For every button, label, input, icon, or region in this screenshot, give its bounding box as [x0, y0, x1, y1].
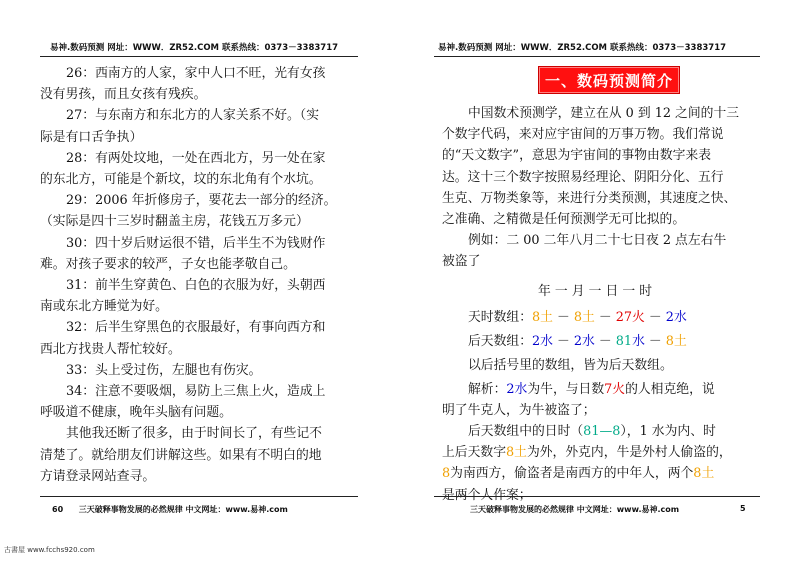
- section-title-box: [538, 66, 680, 94]
- text-segment: －: [594, 333, 616, 349]
- left-paragraph-line: 34：注意不要吸烟，易防上三焦上火，造成上: [66, 384, 326, 399]
- analysis-line: [468, 422, 716, 442]
- right-footer: [470, 504, 679, 515]
- left-paragraph-line: 26：西南方的人家，家中人口不旺，光有女孩: [66, 66, 326, 81]
- text-segment: 上后天数字: [442, 445, 506, 461]
- left-paragraph-line: 呼吸道不健康，晚年头脑有问题。: [40, 405, 232, 421]
- text-segment: 2水: [531, 333, 553, 349]
- text-segment: －: [644, 309, 666, 325]
- intro-line: 生克、万物类象等，来进行分类预测，其速度之快、: [442, 190, 737, 206]
- text-segment: 的人相克绝，说: [625, 381, 715, 397]
- text-segment: 81—8: [583, 424, 621, 439]
- example-line: 被盗了: [442, 254, 481, 270]
- text-segment: 后天数组中的日时（: [468, 424, 584, 439]
- site-watermark: 古書屋 www.fcchs920.com: [4, 546, 95, 554]
- left-footer-text: 三天破释事物发展的必然规律 中文网址：www.易神.com: [78, 505, 288, 514]
- text-segment: 为牛，与日数: [527, 381, 605, 397]
- left-paragraph-line: 南或东北方睡觉为好。: [40, 299, 168, 315]
- analysis-line: [468, 380, 715, 400]
- intro-line: 个数字代码，来对应宇宙间的万事万物。我们常说: [442, 127, 724, 143]
- left-paragraph-line: 29：2006 年折修房子，要花去一部分的经济。: [66, 193, 337, 209]
- right-footer-text: 三天破释事物发展的必然规律 中文网址：www.易神.com: [470, 505, 680, 514]
- intro-line: 中国数术预测学，建立在从 0 到 12 之间的十三: [468, 106, 740, 121]
- text-segment: －: [594, 309, 616, 325]
- left-paragraph-line: 33：头上受过伤，左腿也有伤灾。: [66, 362, 262, 378]
- left-paragraph-line: 方请登录网站查寻。: [40, 468, 156, 484]
- text-segment: 8土: [531, 309, 553, 325]
- left-paragraph-line: 没有男孩，而且女孩有残疾。: [40, 87, 207, 103]
- right-header: 易神.数码预测 网址：WWW．ZR52.COM 联系热线：0373－3383717: [438, 43, 727, 53]
- left-paragraph-line: 难。对孩子要求的较严，子女也能孝敬自己。: [40, 256, 296, 272]
- left-paragraph-line: 30：四十岁后财运很不错，后半生不为钱财作: [66, 235, 326, 251]
- left-paragraph-line: 际是有口舌争执）: [40, 129, 143, 145]
- text-segment: 8土: [505, 445, 527, 461]
- left-header: 易神.数码预测 网址：WWW．ZR52.COM 联系热线：0373－3383717: [50, 43, 339, 53]
- right-page-number: 5: [740, 504, 746, 513]
- left-paragraph-line: （实际是四十三岁时翻盖主房，花钱五万多元）: [40, 214, 309, 230]
- left-paragraph-line: 清楚了。就给朋友们讲解这些。如果有不明白的地: [40, 447, 322, 463]
- text-segment: 2水: [665, 309, 687, 325]
- left-paragraph-line: 28：有两处坟地，一处在西北方，另一处在家: [66, 150, 326, 166]
- text-segment: 8: [442, 466, 451, 482]
- text-segment: －: [644, 333, 666, 349]
- column-header: 年 一 月 一 日 一 时: [538, 283, 652, 299]
- left-header-rule: [40, 56, 358, 57]
- text-segment: 81: [615, 333, 633, 349]
- section-title: 一、数码预测简介: [544, 72, 673, 90]
- left-footer: [52, 504, 288, 515]
- text-segment: －: [552, 333, 574, 349]
- left-paragraph-line: 的东北方，可能是个新坟，坟的东北角有个水坑。: [40, 172, 322, 187]
- left-paragraph-line: 32：后半生穿黑色的衣服最好，有事向西方和: [66, 320, 326, 336]
- analysis-line: [442, 464, 714, 484]
- text-segment: 2水: [506, 381, 528, 397]
- text-segment: ），1 水为内、时: [620, 424, 716, 439]
- left-page: [38, 0, 353, 520]
- text-segment: 27火: [615, 309, 645, 325]
- intro-line: 之准确、之精微是任何预测学无可比拟的。: [442, 212, 686, 227]
- left-paragraph-line: 西北方找贵人帮忙较好。: [40, 341, 181, 357]
- left-paragraph-line: 27：与东南方和东北方的人家关系不好。（实: [66, 108, 320, 124]
- analysis-line: 明了牛克人，为牛被盗了；: [442, 402, 596, 418]
- text-segment: 解析：: [468, 381, 507, 397]
- text-segment: 7火: [604, 381, 626, 397]
- analysis-line: [442, 443, 732, 463]
- text-segment: －: [552, 309, 574, 325]
- intro-line: 的“天文数字”，意思为宇宙间的事物由数字来表: [442, 148, 712, 164]
- tian-shi-row: [468, 308, 687, 328]
- text-segment: 水: [632, 333, 645, 349]
- text-segment: 为外，外克内，牛是外村人偷盗的，: [526, 445, 732, 461]
- left-footer-rule: [40, 496, 358, 497]
- left-paragraph-line: 其他我还断了很多，由于时间长了，有些记不: [66, 426, 322, 442]
- left-paragraph-line: 31：前半生穿黄色、白色的衣服为好，头朝西: [66, 278, 326, 293]
- row-label: 后天数组：: [468, 333, 532, 349]
- example-line: 例如：二 00 二年八月二十七日夜 2 点左右牛: [468, 233, 727, 249]
- right-footer-rule: [434, 496, 760, 497]
- row-label: 天时数组：: [468, 309, 532, 325]
- intro-line: 达。这十三个数字按照易经理论、阴阳分化、五行: [442, 169, 724, 185]
- hou-tian-row: [468, 332, 687, 352]
- text-segment: 为南西方，偷盗者是南西方的中年人，两个: [450, 466, 694, 482]
- text-segment: 8土: [573, 309, 595, 325]
- note-line: 以后括号里的数组，皆为后天数组。: [468, 357, 673, 373]
- text-segment: 8土: [693, 466, 715, 482]
- text-segment: 2水: [573, 333, 595, 349]
- text-segment: 8土: [665, 333, 687, 349]
- right-header-rule: [434, 56, 760, 57]
- right-page: [438, 0, 758, 520]
- left-page-number: 60: [52, 505, 64, 514]
